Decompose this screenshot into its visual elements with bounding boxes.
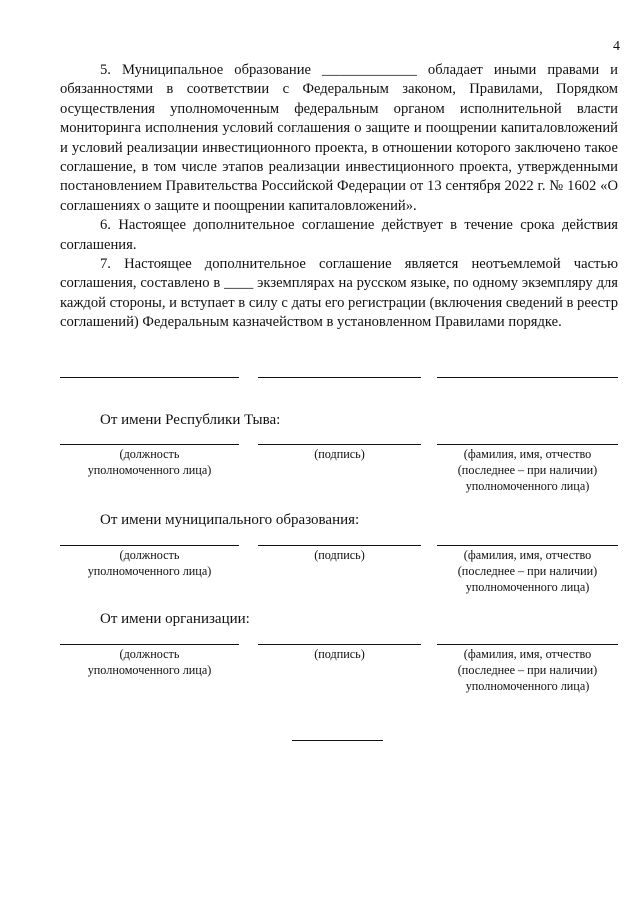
position-line bbox=[60, 644, 239, 645]
name-caption: (фамилия, имя, отчество (последнее – при наличии) уполномоченного лица) bbox=[457, 548, 598, 594]
signature-caption: (подпись) bbox=[314, 447, 365, 461]
signature-line bbox=[258, 444, 421, 445]
separator-line-left bbox=[60, 377, 239, 378]
name-caption: (фамилия, имя, отчество (последнее – при наличии) уполномоченного лица) bbox=[457, 647, 598, 693]
paragraph-7 bbox=[60, 255, 618, 333]
document-end-rule bbox=[292, 740, 383, 741]
name-line bbox=[437, 644, 618, 645]
paragraph-5 bbox=[60, 61, 618, 216]
name-line bbox=[437, 444, 618, 445]
signature-line bbox=[258, 644, 421, 645]
position-caption: (должность уполномоченного лица) bbox=[87, 548, 212, 578]
agreement-body bbox=[60, 61, 618, 333]
municipality-name-blank: _____________ bbox=[322, 62, 417, 78]
page-number: 4 bbox=[613, 39, 620, 54]
paragraph-5-text-end: обладает иными правами и обязанностями в соответствии с Федеральным законом, Правилами, Порядком осуществления уполномоченным федеральным органом исполнительной власти мониторинга исполнения условий соглашения о защите и поощрении капиталовложений и условий реализации инвестиционного проекта, в отношении которого заключено такое соглашение, в том числе этапов реализации инвестиционного проекта, утвержденными постановлением Правительства Российской Федерации от 13 сентября 2022 г. № 1602 «О соглашениях о защите и поощрении капиталовложений». bbox=[60, 62, 618, 214]
signature-caption: (подпись) bbox=[314, 548, 365, 562]
paragraph-7-text-start: 7. Настоящее дополнительное соглашение является неотъемлемой частью соглашения, составлено в bbox=[60, 256, 618, 292]
copies-count-blank: ____ bbox=[224, 275, 254, 292]
signature-caption: (подпись) bbox=[314, 647, 365, 661]
name-caption: (фамилия, имя, отчество (последнее – при наличии) уполномоченного лица) bbox=[457, 447, 598, 493]
signature-block-title-republic: От имени Республики Тыва: bbox=[100, 412, 281, 428]
paragraph-6: 6. Настоящее дополнительное соглашение действует в течение срока действия соглашения. bbox=[60, 217, 618, 253]
position-line bbox=[60, 545, 239, 546]
signature-block-title-organization: От имени организации: bbox=[100, 611, 250, 627]
name-line bbox=[437, 545, 618, 546]
position-caption: (должность уполномоченного лица) bbox=[87, 647, 212, 677]
separator-line-middle bbox=[258, 377, 421, 378]
position-line bbox=[60, 444, 239, 445]
signature-line bbox=[258, 545, 421, 546]
paragraph-5-text-start: 5. Муниципальное образование bbox=[100, 62, 323, 78]
paragraph-7-text-end: экземплярах на русском языке, по одному экземпляру для каждой стороны, и вступает в силу с даты его регистрации (включения сведений в реестр соглашений) Федеральным казначейством в установленном Правилами порядке. bbox=[60, 275, 618, 331]
separator-line-right bbox=[437, 377, 618, 378]
position-caption: (должность уполномоченного лица) bbox=[87, 447, 212, 477]
signature-block-title-municipality: От имени муниципального образования: bbox=[100, 512, 360, 528]
